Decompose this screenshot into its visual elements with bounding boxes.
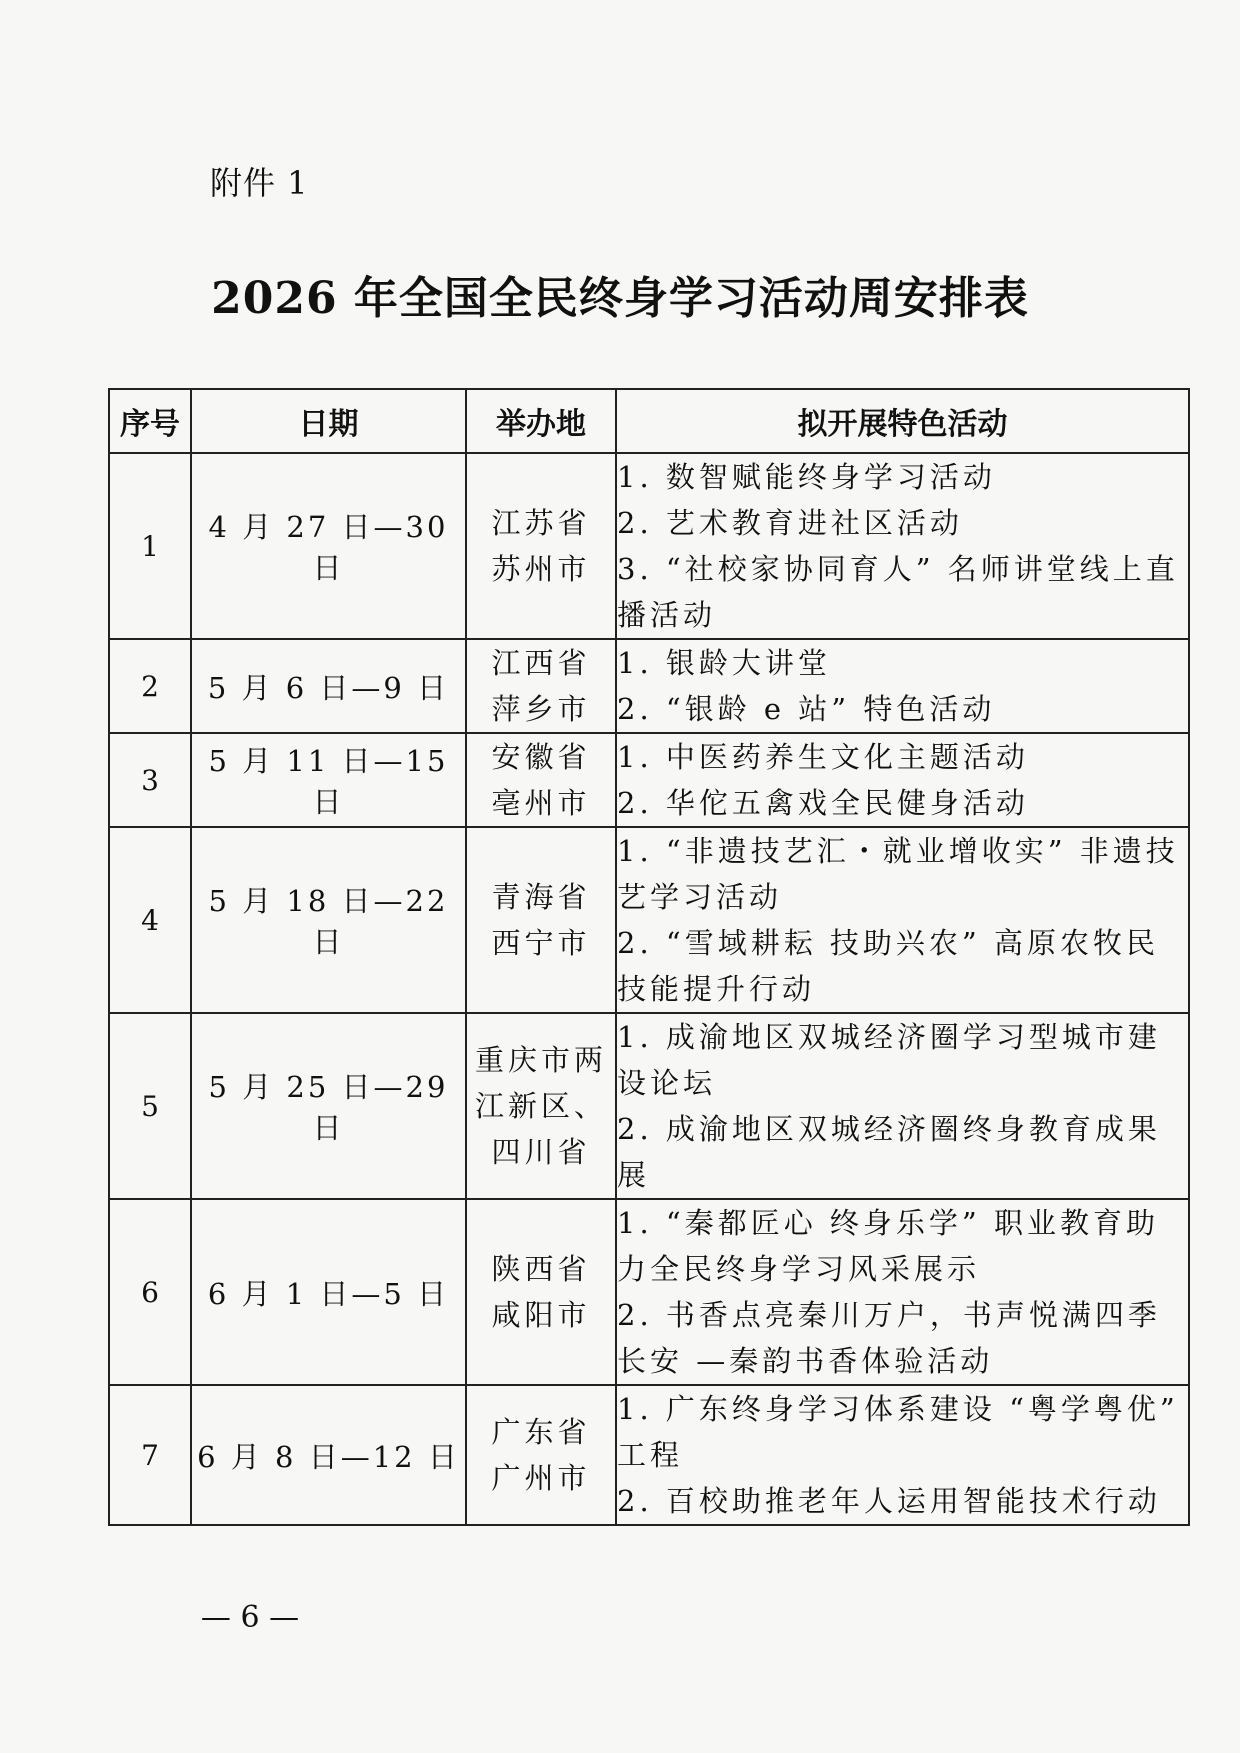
table-header-row <box>109 389 1189 453</box>
row-date: 5 月 11 日—15 日 <box>191 733 466 827</box>
activity-item: 1. 中医药养生文化主题活动 <box>617 740 1029 774</box>
activity-item: 1. “非遗技艺汇・就业增收实” 非遗技艺学习活动 <box>617 834 1179 914</box>
place-line: 江苏省 <box>491 506 591 540</box>
activity-item: 2. 百校助推老年人运用智能技术行动 <box>617 1484 1161 1518</box>
table-row <box>109 639 1189 733</box>
header-no: 序号 <box>109 389 191 453</box>
attachment-label: 附件 1 <box>210 164 309 202</box>
place-line: 江西省 <box>491 646 591 680</box>
table-body <box>109 453 1189 1525</box>
activity-item: 1. “秦都匠心 终身乐学” 职业教育助力全民终身学习风采展示 <box>617 1206 1159 1286</box>
row-activities <box>616 1013 1189 1199</box>
table-row <box>109 733 1189 827</box>
place-line: 四川省 <box>491 1135 591 1169</box>
activity-item: 2. 艺术教育进社区活动 <box>617 506 963 540</box>
activity-item: 2. 书香点亮秦川万户，书声悦满四季长安 —秦韵书香体验活动 <box>617 1298 1161 1378</box>
row-place <box>466 1199 616 1385</box>
table-row <box>109 1385 1189 1525</box>
row-date: 6 月 1 日—5 日 <box>191 1199 466 1385</box>
row-number: 7 <box>109 1385 191 1525</box>
table-row <box>109 827 1189 1013</box>
activity-item: 1. 成渝地区双城经济圈学习型城市建设论坛 <box>617 1020 1161 1100</box>
place-line: 苏州市 <box>491 552 591 586</box>
activity-item: 3. “社校家协同育人” 名师讲堂线上直播活动 <box>617 552 1179 632</box>
row-activities <box>616 453 1189 639</box>
row-place <box>466 733 616 827</box>
place-line: 亳州市 <box>491 786 591 820</box>
table-row <box>109 453 1189 639</box>
row-number: 2 <box>109 639 191 733</box>
header-activities: 拟开展特色活动 <box>616 389 1189 453</box>
place-line: 安徽省 <box>491 740 591 774</box>
row-activities <box>616 827 1189 1013</box>
row-place <box>466 453 616 639</box>
row-activities <box>616 639 1189 733</box>
row-activities <box>616 733 1189 827</box>
row-date: 5 月 18 日—22 日 <box>191 827 466 1013</box>
header-place: 举办地 <box>466 389 616 453</box>
place-line: 广东省 <box>491 1415 591 1449</box>
activity-item: 2. 华佗五禽戏全民健身活动 <box>617 786 1029 820</box>
place-line: 咸阳市 <box>491 1298 591 1332</box>
row-date: 5 月 25 日—29 日 <box>191 1013 466 1199</box>
row-activities <box>616 1199 1189 1385</box>
header-date: 日期 <box>191 389 466 453</box>
activity-item: 2. “雪域耕耘 技助兴农” 高原农牧民技能提升行动 <box>617 926 1159 1006</box>
row-date: 4 月 27 日—30 日 <box>191 453 466 639</box>
row-place <box>466 827 616 1013</box>
activity-item: 2. 成渝地区双城经济圈终身教育成果展 <box>617 1112 1161 1192</box>
place-line: 重庆市两 <box>474 1043 607 1077</box>
row-number: 6 <box>109 1199 191 1385</box>
place-line: 广州市 <box>491 1461 591 1495</box>
row-place <box>466 639 616 733</box>
place-line: 西宁市 <box>491 926 591 960</box>
place-line: 陕西省 <box>491 1252 591 1286</box>
place-line: 萍乡市 <box>491 692 591 726</box>
table-row <box>109 1199 1189 1385</box>
row-date: 6 月 8 日—12 日 <box>191 1385 466 1525</box>
row-number: 4 <box>109 827 191 1013</box>
schedule-table <box>108 388 1190 1526</box>
row-place <box>466 1385 616 1525</box>
row-number: 3 <box>109 733 191 827</box>
table-row <box>109 1013 1189 1199</box>
activity-item: 1. 银龄大讲堂 <box>617 646 831 680</box>
place-line: 江新区、 <box>474 1089 607 1123</box>
place-line: 青海省 <box>491 880 591 914</box>
row-number: 1 <box>109 453 191 639</box>
activity-item: 2. “银龄 e 站” 特色活动 <box>617 692 996 726</box>
activity-item: 1. 广东终身学习体系建设 “粤学粤优” 工程 <box>617 1392 1179 1472</box>
page-title: 2026 年全国全民终身学习活动周安排表 <box>211 273 1029 324</box>
activity-item: 1. 数智赋能终身学习活动 <box>617 460 996 494</box>
row-place <box>466 1013 616 1199</box>
row-date: 5 月 6 日—9 日 <box>191 639 466 733</box>
row-number: 5 <box>109 1013 191 1199</box>
row-activities <box>616 1385 1189 1525</box>
page-number: — 6 — <box>200 1600 300 1635</box>
